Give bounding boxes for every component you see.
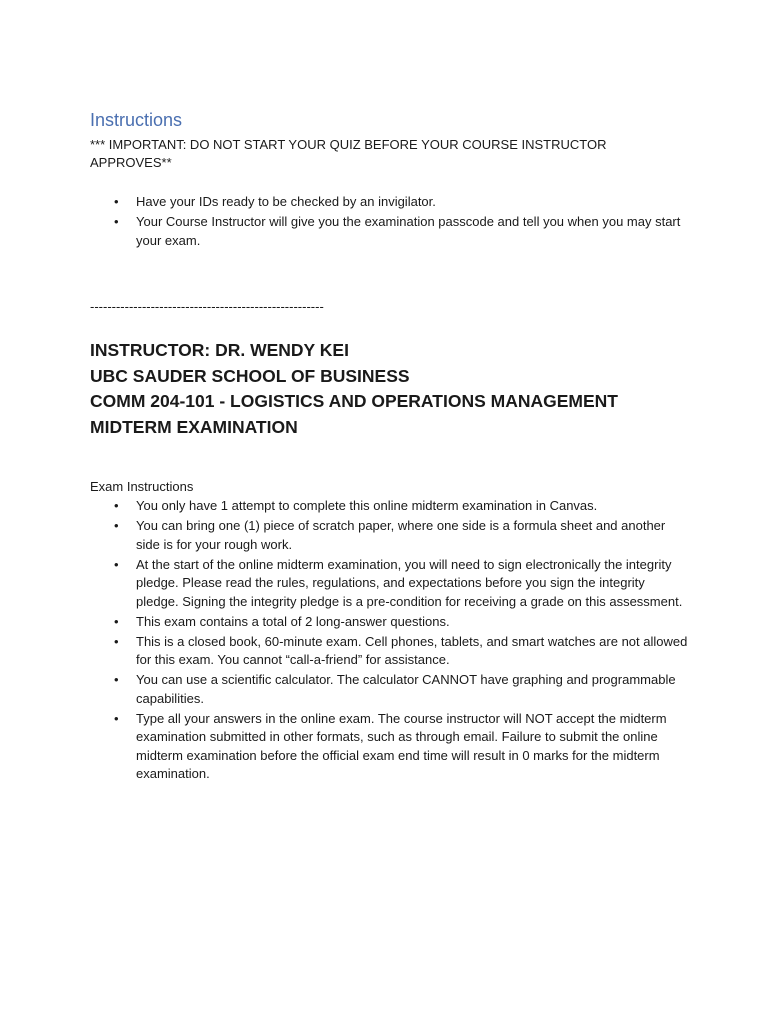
exam-instructions-list <box>90 497 690 784</box>
exam-line: MIDTERM EXAMINATION <box>90 416 298 437</box>
list-item: • At the start of the online midterm examination, you will need to sign electronically the integrity pledge. Please read the rules, regulations, and expectations before you sign the integrity pledge. Signing the integrity pledge is a pre-condition for receiving a grade on this assessment. <box>90 556 690 612</box>
instructor-line: INSTRUCTOR: DR. WENDY KEI <box>90 340 349 360</box>
divider-line: ------------------------------------------------------ <box>90 299 324 314</box>
list-item: • You can use a scientific calculator. The calculator CANNOT have graphing and programmable capabilities. <box>90 671 690 708</box>
list-item: • Your Course Instructor will give you the examination passcode and tell you when you may start your exam. <box>90 213 690 250</box>
school-line: UBC SAUDER SCHOOL OF BUSINESS <box>90 365 410 386</box>
title-block <box>90 338 690 440</box>
list-item: • You can bring one (1) piece of scratch paper, where one side is a formula sheet and another side is for your rough work. <box>90 517 690 554</box>
list-item: • Type all your answers in the online exam. The course instructor will NOT accept the midterm examination submitted in other formats, such as through email. Failure to submit the online midterm examination before the official exam end time will result in 0 marks for the midterm examination. <box>90 710 690 784</box>
list-item: • You only have 1 attempt to complete this online midterm examination in Canvas. <box>90 497 690 516</box>
instructions-list <box>90 193 690 250</box>
instructions-heading: Instructions <box>90 110 183 130</box>
list-item: • This is a closed book, 60-minute exam. Cell phones, tablets, and smart watches are not allowed for this exam. You cannot “call-a-friend” for assistance. <box>90 633 690 670</box>
list-item: • Have your IDs ready to be checked by an invigilator. <box>90 193 690 212</box>
document-page <box>90 108 690 785</box>
course-line: COMM 204-101 - LOGISTICS AND OPERATIONS MANAGEMENT <box>90 391 618 411</box>
exam-instructions-label: Exam Instructions <box>90 479 194 494</box>
important-notice: *** IMPORTANT: DO NOT START YOUR QUIZ BEFORE YOUR COURSE INSTRUCTOR APPROVES** <box>90 137 607 170</box>
list-item: • This exam contains a total of 2 long-answer questions. <box>90 613 690 632</box>
